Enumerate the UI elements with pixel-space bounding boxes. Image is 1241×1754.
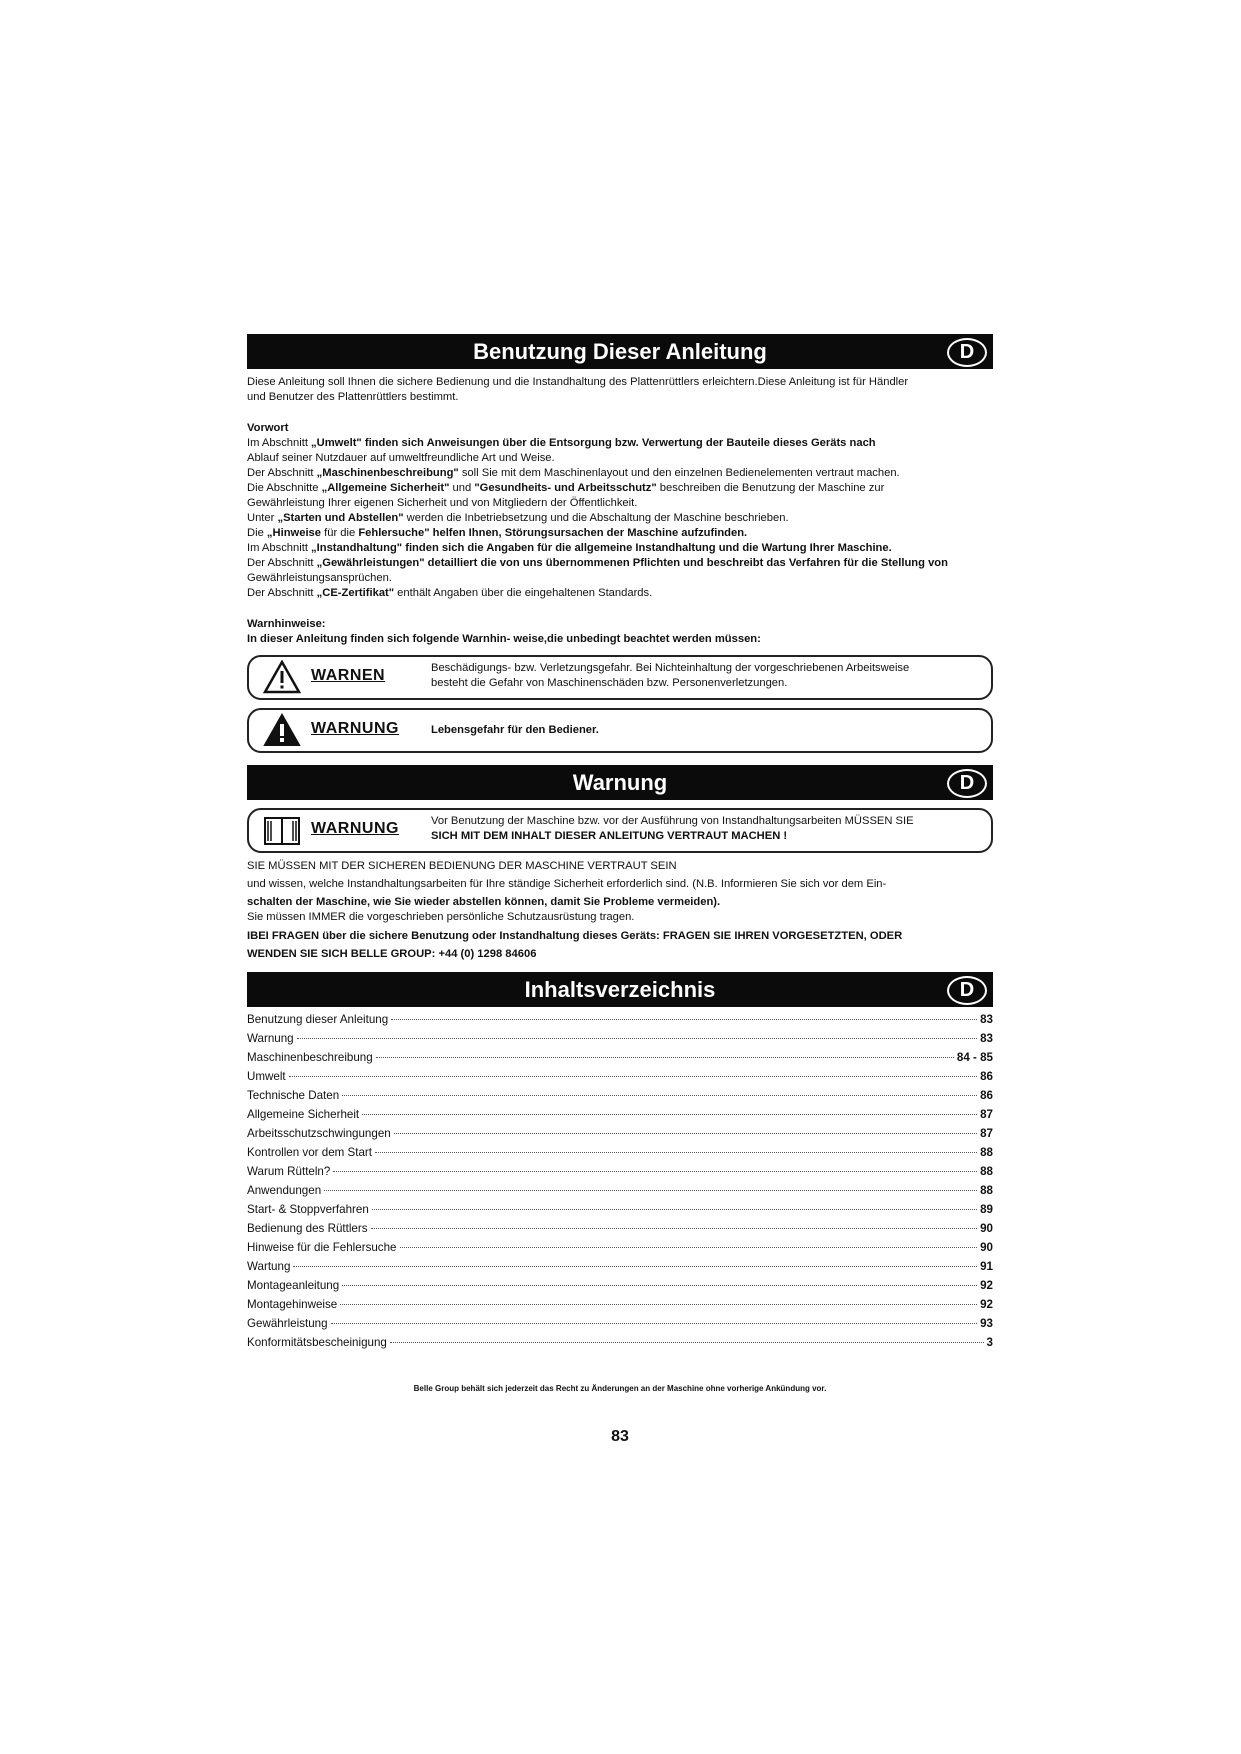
toc-title: Hinweise für die Fehlersuche	[247, 1241, 397, 1254]
text-line: Unter „Starten und Abstellen" werden die Inbetriebsetzung und die Abschaltung der Maschine beschrieben.	[247, 512, 789, 524]
vorwort-block	[247, 421, 993, 601]
toc-row[interactable]	[247, 1051, 993, 1070]
open-book-icon	[263, 813, 301, 847]
manual-warning-text: Vor Benutzung der Maschine bzw. vor der Ausführung von Instandhaltungsarbeiten MÜSSEN SIE SICH MIT DEM INHALT DIESER ANLEITUNG VERTRAUT MACHEN !	[431, 815, 914, 842]
text-line: Diese Anleitung soll Ihnen die sichere Bedienung und die Instandhaltung des Plattenrüttlers erleichtern.Diese Anleitung ist für Händler	[247, 376, 909, 388]
toc-title: Montagehinweise	[247, 1298, 338, 1311]
warnung-label: WARNUNG	[311, 720, 399, 737]
intro-paragraph	[247, 375, 993, 405]
text-line: Der Abschnitt „CE-Zertifikat" enthält Angaben über die eingehaltenen Standards.	[247, 587, 653, 599]
toc-row[interactable]	[247, 1108, 993, 1127]
section-title: Benutzung Dieser Anleitung	[473, 339, 767, 364]
section-title: Inhaltsverzeichnis	[524, 977, 716, 1002]
toc-row[interactable]	[247, 1165, 993, 1184]
toc-page-number: 83	[980, 1013, 993, 1026]
toc-title: Maschinenbeschreibung	[247, 1051, 373, 1064]
toc-page-number: 93	[980, 1317, 993, 1330]
warnung-box	[247, 708, 993, 753]
toc-row[interactable]	[247, 1279, 993, 1298]
text-line: Sie müssen IMMER die vorgeschrieben persönliche Schutzausrüstung tragen.	[247, 911, 635, 923]
toc-leader-dots	[362, 1114, 977, 1115]
text-line: Im Abschnitt „Umwelt" finden sich Anweisungen über die Entsorgung bzw. Verwertung der Bauteile dieses Geräts nach	[247, 437, 876, 449]
manual-warning-label: WARNUNG	[311, 820, 399, 837]
toc-title: Montageanleitung	[247, 1279, 340, 1292]
text-line: und wissen, welche Instandhaltungsarbeiten für Ihre ständige Sicherheit erforderlich sind. (N.B. Informieren Sie sich vor dem Ein-	[247, 878, 887, 890]
warnung-text: Lebensgefahr für den Bediener.	[431, 724, 599, 736]
toc-title: Warum Rütteln?	[247, 1165, 331, 1178]
text-line: Der Abschnitt „Maschinenbeschreibung" soll Sie mit dem Maschinenlayout und den einzelnen Bedienelementen vertraut machen.	[247, 467, 900, 479]
text-line: Im Abschnitt „Instandhaltung" finden sich die Angaben für die allgemeine Instandhaltung und die Wartung Ihrer Maschine.	[247, 542, 892, 554]
page-number: 83	[611, 1428, 629, 1445]
toc-page-number: 83	[980, 1032, 993, 1045]
toc-row[interactable]	[247, 1260, 993, 1279]
toc-title: Benutzung dieser Anleitung	[247, 1013, 389, 1026]
toc-row[interactable]	[247, 1089, 993, 1108]
language-badge: D	[947, 976, 987, 1005]
text-line: SIE MÜSSEN MIT DER SICHEREN BEDIENUNG DER MASCHINE VERTRAUT SEIN	[247, 860, 677, 872]
toc-page-number: 3	[986, 1336, 993, 1349]
toc-row[interactable]	[247, 1298, 993, 1317]
toc-leader-dots	[297, 1038, 977, 1039]
section-title: Warnung	[572, 770, 668, 795]
toc-row[interactable]	[247, 1241, 993, 1260]
text-line: Der Abschnitt „Gewährleistungen" detailliert die von uns übernommenen Pflichten und beschreibt das Verfahren für die Stellung von	[247, 557, 948, 569]
toc-page-number: 92	[980, 1298, 993, 1311]
toc-page-number: 86	[980, 1089, 993, 1102]
toc-leader-dots	[391, 1019, 977, 1020]
toc-row[interactable]	[247, 1222, 993, 1241]
toc-leader-dots	[340, 1304, 977, 1305]
toc-title: Gewährleistung	[247, 1317, 328, 1330]
toc-title: Allgemeine Sicherheit	[247, 1108, 360, 1121]
warnhinweise-heading: Warnhinweise:	[247, 618, 326, 630]
text-line: schalten der Maschine, wie Sie wieder abstellen können, damit Sie Probleme vermeiden).	[247, 896, 721, 908]
toc-row[interactable]	[247, 1127, 993, 1146]
section-header-warning	[247, 765, 993, 800]
toc-page-number: 91	[980, 1260, 993, 1273]
section-header-usage	[247, 334, 993, 369]
warnhinweise-block	[247, 617, 993, 647]
toc-leader-dots	[331, 1323, 978, 1324]
toc-leader-dots	[390, 1342, 984, 1343]
toc-title: Anwendungen	[247, 1184, 322, 1197]
toc-page-number: 92	[980, 1279, 993, 1292]
toc-row[interactable]	[247, 1203, 993, 1222]
toc-row[interactable]	[247, 1317, 993, 1336]
toc-leader-dots	[372, 1209, 977, 1210]
toc-title: Start- & Stoppverfahren	[247, 1203, 369, 1216]
text-line: Gewährleistung Ihrer eigenen Sicherheit und von Mitgliedern der Öffentlichkeit.	[247, 497, 638, 509]
language-badge: D	[947, 769, 987, 798]
table-of-contents	[247, 1013, 993, 1355]
page-content	[247, 334, 993, 1355]
warning-triangle-filled-icon	[263, 713, 301, 747]
manual-warning-box	[247, 808, 993, 853]
section-header-toc	[247, 972, 993, 1007]
contact-phone: WENDEN SIE SICH BELLE GROUP: +44 (0) 1298 84606	[247, 948, 537, 960]
toc-title: Technische Daten	[247, 1089, 340, 1102]
toc-title: Arbeitsschutzschwingungen	[247, 1127, 391, 1140]
toc-row[interactable]	[247, 1032, 993, 1051]
toc-title: Konformitätsbescheinigung	[247, 1336, 387, 1349]
toc-leader-dots	[400, 1247, 978, 1248]
toc-title: Kontrollen vor dem Start	[247, 1146, 373, 1159]
toc-row[interactable]	[247, 1336, 993, 1355]
toc-title: Warnung	[247, 1032, 294, 1045]
footer-note: Belle Group behält sich jederzeit das Recht zu Änderungen an der Maschine ohne vorherige Ankündung vor.	[413, 1384, 827, 1393]
warnen-label: WARNEN	[311, 667, 386, 684]
toc-leader-dots	[376, 1057, 954, 1058]
toc-title: Wartung	[247, 1260, 291, 1273]
warning-paragraph	[247, 859, 993, 962]
toc-page-number: 87	[980, 1108, 993, 1121]
warnen-text: Beschädigungs- bzw. Verletzungsgefahr. Bei Nichteinhaltung der vorgeschriebenen Arbeitsweise besteht die Gefahr von Maschinenschäden bzw. Personenverletzungen.	[431, 662, 910, 689]
toc-title: Bedienung des Rüttlers	[247, 1222, 368, 1235]
toc-leader-dots	[333, 1171, 977, 1172]
toc-leader-dots	[375, 1152, 977, 1153]
toc-leader-dots	[371, 1228, 978, 1229]
toc-leader-dots	[394, 1133, 977, 1134]
text-line: Ablauf seiner Nutzdauer auf umweltfreundliche Art und Weise.	[247, 452, 555, 464]
warnhinweise-text: In dieser Anleitung finden sich folgende Warnhin- weise,die unbedingt beachtet werden müssen:	[247, 633, 761, 645]
text-line: und Benutzer des Plattenrüttlers bestimmt.	[247, 391, 459, 403]
toc-page-number: 84 - 85	[956, 1051, 993, 1064]
toc-page-number: 86	[980, 1070, 993, 1083]
language-badge: D	[947, 338, 987, 367]
toc-page-number: 90	[980, 1222, 993, 1235]
toc-page-number: 90	[980, 1241, 993, 1254]
toc-page-number: 88	[980, 1165, 993, 1178]
toc-row[interactable]	[247, 1013, 993, 1032]
toc-leader-dots	[342, 1095, 977, 1096]
toc-leader-dots	[342, 1285, 977, 1286]
toc-page-number: 88	[980, 1184, 993, 1197]
text-line: Die „Hinweise für die Fehlersuche" helfen Ihnen, Störungsursachen der Maschine aufzufinden.	[247, 527, 748, 539]
text-line: Die Abschnitte „Allgemeine Sicherheit" und "Gesundheits- und Arbeitsschutz" beschreiben die Benutzung der Maschine zur	[247, 482, 885, 494]
toc-page-number: 87	[980, 1127, 993, 1140]
vorwort-heading: Vorwort	[247, 422, 289, 434]
text-line: Gewährleistungsansprüchen.	[247, 572, 392, 584]
toc-page-number: 88	[980, 1146, 993, 1159]
toc-leader-dots	[293, 1266, 977, 1267]
toc-leader-dots	[324, 1190, 977, 1191]
toc-leader-dots	[289, 1076, 977, 1077]
warnen-box	[247, 655, 993, 700]
toc-page-number: 89	[980, 1203, 993, 1216]
toc-row[interactable]	[247, 1070, 993, 1089]
toc-row[interactable]	[247, 1184, 993, 1203]
contact-line: IBEI FRAGEN über die sichere Benutzung oder Instandhaltung dieses Geräts: FRAGEN SIE IHREN VORGESETZTEN, ODER	[247, 930, 903, 942]
warning-triangle-outline-icon	[263, 660, 301, 694]
toc-title: Umwelt	[247, 1070, 286, 1083]
toc-row[interactable]	[247, 1146, 993, 1165]
